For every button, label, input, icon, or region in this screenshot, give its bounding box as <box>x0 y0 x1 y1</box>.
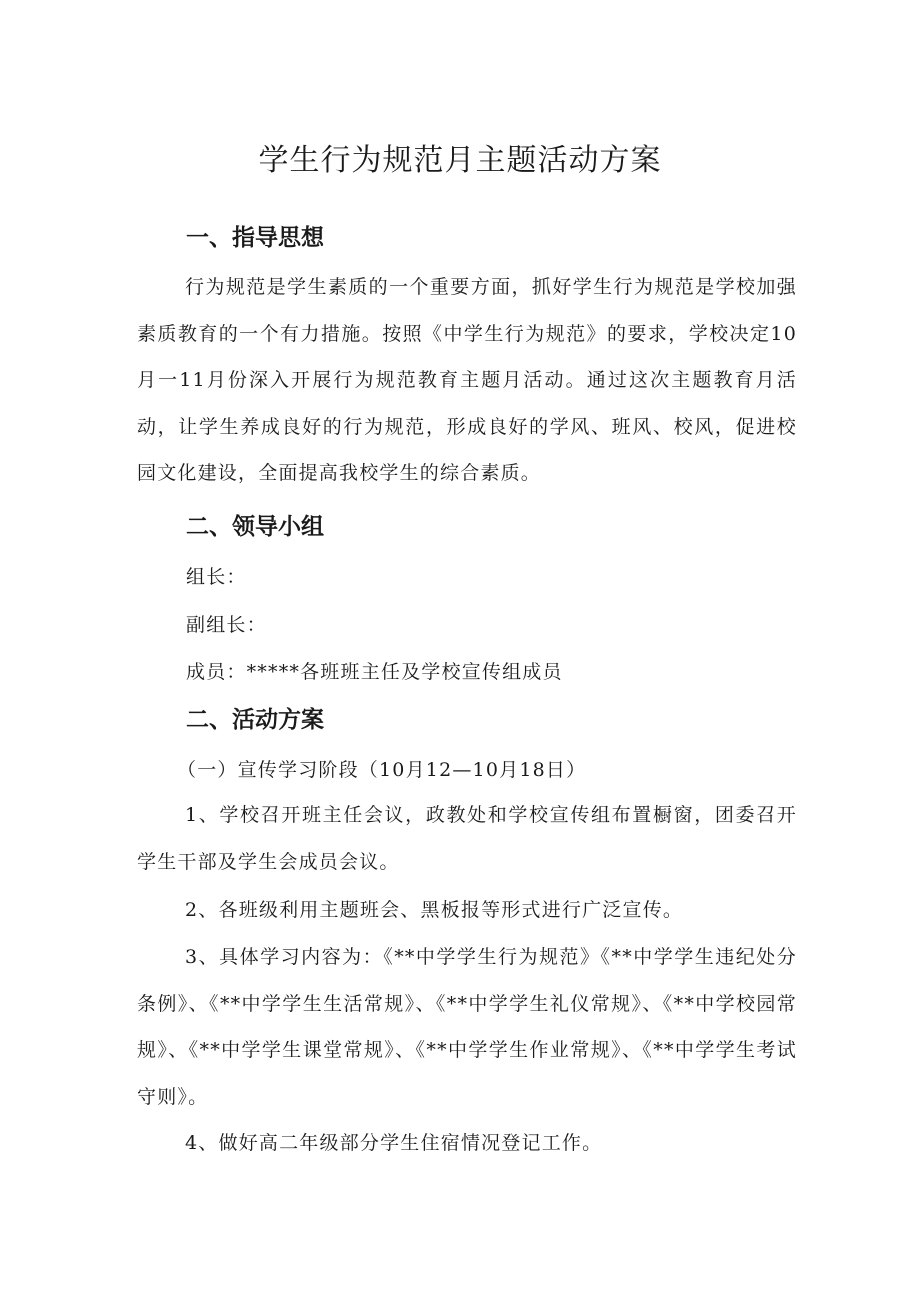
members-line: 成员：*****各班班主任及学校宣传组成员 <box>186 661 563 683</box>
list-item: 4、做好高二年级部分学生住宿情况登记工作。 <box>185 1132 603 1154</box>
section-heading-guiding-thought: 一、指导思想 <box>186 225 324 251</box>
list-item: 2、各班级利用主题班会、黑板报等形式进行广泛宣传。 <box>185 899 684 921</box>
list-item: 3、具体学习内容为：《**中学学生行为规范》《**中学学生违纪处分条例》、《**中学学生生活常规》、《**中学学生礼仪常规》、《**中学校园常规》、《**中学学生课堂常规》、《**中学学生作业常规》、《**中学学生考试守则》。 <box>137 946 797 1108</box>
stage-heading-publicity: （一）宣传学习阶段（10月12—10月18日） <box>177 759 587 781</box>
section-heading-activity-plan: 二、活动方案 <box>186 707 324 733</box>
guiding-thought-paragraph: 行为规范是学生素质的一个重要方面，抓好学生行为规范是学校加强素质教育的一个有力措施。按照《中学生行为规范》的要求，学校决定10月一11月份深入开展行为规范教育主题月活动。通过这次主题教育月活动，让学生养成良好的行为规范，形成良好的学风、班风、校风，促进校园文化建设，全面提高我校学生的综合素质。 <box>137 276 797 484</box>
document-title: 学生行为规范月主题活动方案 <box>258 143 662 178</box>
leader-line: 组长： <box>186 566 247 588</box>
list-item: 1、学校召开班主任会议，政教处和学校宣传组布置橱窗，团委召开学生干部及学生会成员会议。 <box>137 804 797 873</box>
deputy-leader-line: 副组长： <box>186 614 267 636</box>
section-heading-leadership-group: 二、领导小组 <box>186 514 324 540</box>
